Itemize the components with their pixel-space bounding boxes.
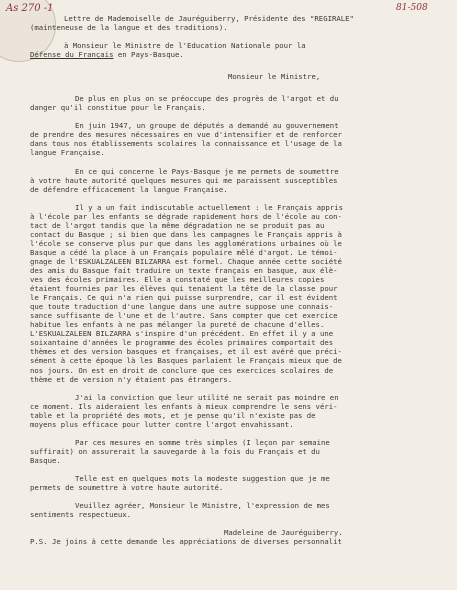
paragraph-line: ce moment. Ils aideraient les enfants à mieux comprendre le sens véri- [30,401,338,411]
header-line: (mainteneuse de la langue et des traditions). [30,23,228,33]
archive-reference-right: 81-508 [396,3,428,13]
paragraph-line: des amis du Basque fait traduire un texte français en basque, aux élè- [30,265,338,275]
paragraph-line: thèmes et des version basques et françaises, et il est avéré que préci- [30,347,342,357]
paragraph-line: En juin 1947, un groupe de députés a demandé au gouvernement [75,121,339,131]
salutation: Monsieur le Ministre, [228,72,321,82]
paragraph-line: moyens plus efficace pour lutter contre l'argot envahissant. [30,419,294,429]
header-line: Lettre de Mademoiselle de Jauréguiberry, Présidente des "REGIRALE" [64,14,354,23]
paragraph-line: sément à cette époque là les Basques parlaient le Français mieux que de [30,356,342,366]
recipient-subject: Défense du Français [30,50,114,60]
paragraph-line: Veuillez agréer, Monsieur le Ministre, l'expression de mes [75,501,330,511]
paragraph-line: le Français. Ce qui n'a rien qui puisse surprendre, car il est évident [30,293,338,303]
paragraph-line: danger qu'il constitue pour le Français. [30,103,206,113]
signature: Madeleine de Jauréguiberry. [224,528,343,538]
paragraph-line: sance suffisante de l'une et de l'autre. Sans compter que cet exercice [30,311,338,321]
archive-reference-left: As 270 -1 [6,3,54,14]
paragraph-line: Telle est en quelques mots la modeste suggestion que je me [75,473,330,483]
paragraph-line: étaient fournies par les élèves qui tenaient la tête de la classe pour [30,284,338,294]
paragraph-line: suffirait) on assurerait la sauvegarde à la fois du Français et du [30,446,320,456]
paragraph-line: ves des écoles primaires. Elle a constaté que les meilleures copies [30,275,325,285]
paragraph-line: de prendre des mesures nécessaires en vue d'intensifier et de renforcer [30,130,342,140]
paragraph-line: table et la propriété des mots, et je pense qu'il n'existe pas de [30,410,316,420]
paragraph-line: soixantaine d'années le programme des écoles primaires comportait des [30,338,334,348]
paragraph-line: Basque a cédé la place à un Français populaire mêlé d'argot. Le témoi- [30,247,338,257]
paragraph-line: contact du Basque ; si bien que dans les campagnes le Français appris à [30,229,342,239]
paragraph-line: habitue les enfants à ne pas mélanger la pureté de chacune d'elles. [30,320,325,330]
recipient-region: en Pays-Basque. [113,50,184,60]
postscript: P.S. Je joins à cette demande les appréciations de diverses personnalit [30,537,342,547]
paragraph-line: Basque. [30,455,61,465]
paragraph-line: que toute traduction d'une langue dans une autre suppose une connais- [30,302,334,312]
paragraph-line: à l'école par les enfants se dégrade rapidement hors de l'école au con- [30,211,342,221]
paragraph-line: L'ESKUALZALEEN BILZARRA s'inspire d'un précédent. En effet il y a une [30,329,334,339]
paragraph-line: Par ces mesures en somme très simples (I leçon par semaine [75,437,330,447]
paragraph-line: à votre haute autorité quelques mesures qui me paraissent susceptibles [30,175,338,185]
recipient-line: à Monsieur le Ministre de l'Education Nationale pour la [64,41,306,51]
paragraph-line: Il y a un fait indiscutable actuellement : le Français appris [75,202,343,212]
paragraph-line: tact de l'argot tandis que la même dégradation ne se produit pas au [30,220,325,230]
paragraph-line: De plus en plus on se préoccupe des progrès de l'argot et du [75,94,339,104]
recipient-line [30,50,448,59]
paragraph-line: dans tous nos établissements scolaires la connaissance et l'usage de la [30,139,342,149]
letter-body [30,14,448,546]
paragraph-line: de défendre efficacement la langue Française. [30,184,228,194]
paragraph-line: gnage de l'ESKUALZALEEN BILZARRA est formel. Chaque année cette société [30,256,342,266]
paragraph-line: sentiments respectueux. [30,510,132,520]
paragraph-line: l'école se conserve plus pur que dans les agglomérations urbaines où le [30,238,342,248]
paragraph-line: thème et de version n'y étaient pas étrangers. [30,374,233,384]
paragraph-line: En ce qui concerne le Pays-Basque je me permets de soumettre [75,166,339,176]
paragraph-line: permets de soumettre à votre haute autorité. [30,482,224,492]
paragraph-line: nos jours. On est en droit de conclure que ces exercices scolaires de [30,365,334,375]
paragraph-line: J'ai la conviction que leur utilité ne serait pas moindre en [75,392,339,402]
paragraph-line: langue Française. [30,148,105,158]
